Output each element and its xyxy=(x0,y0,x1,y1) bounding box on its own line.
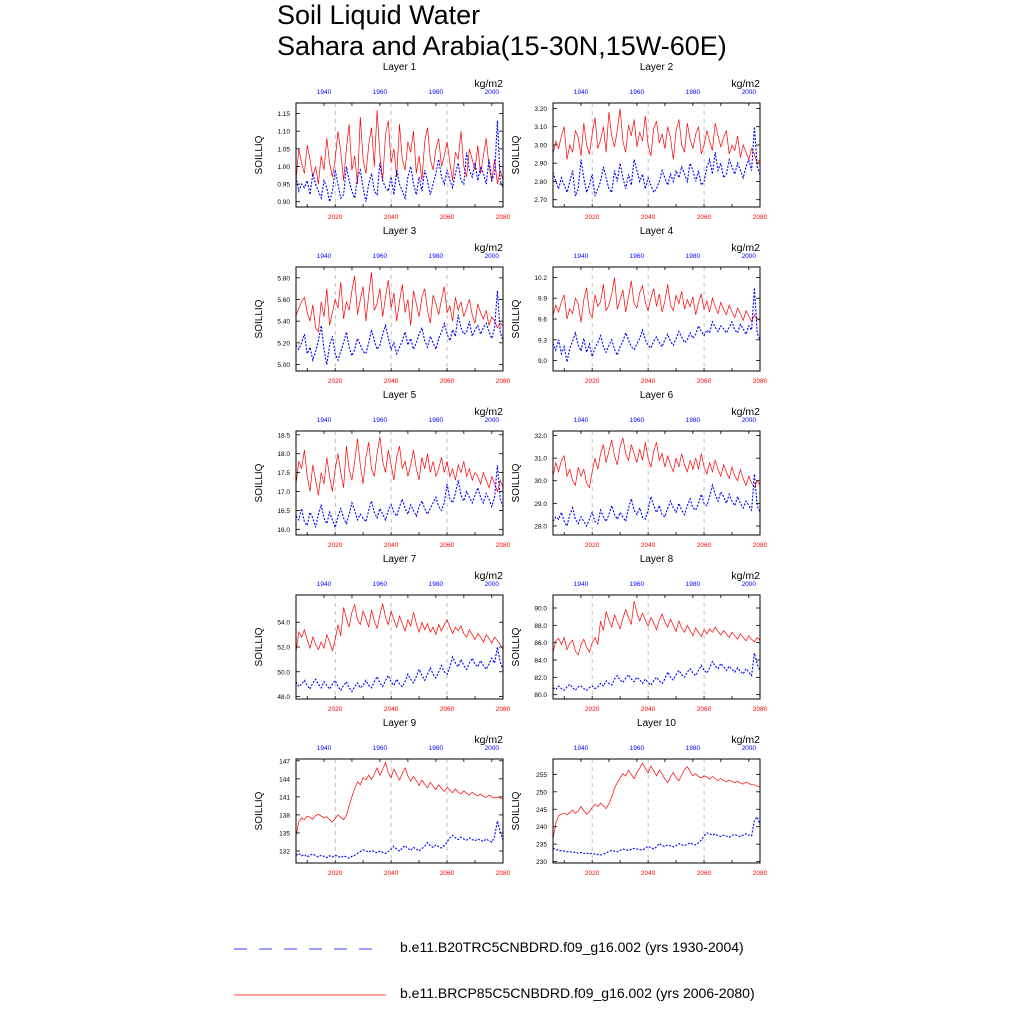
chart-panel-layer-4 xyxy=(511,226,768,385)
panel-title: Layer 1 xyxy=(382,62,417,73)
y-tick-label: 9.9 xyxy=(537,295,547,303)
panel-title: Layer 3 xyxy=(382,226,417,237)
x-tick-label-bottom: 2060 xyxy=(439,378,455,385)
panel-title: Layer 9 xyxy=(382,718,417,729)
y-tick-label: 9.0 xyxy=(537,358,547,366)
panel-title: Layer 6 xyxy=(639,390,674,401)
chart-panel-layer-7 xyxy=(254,554,511,713)
x-tick-label-top: 2000 xyxy=(741,253,757,260)
x-tick-label-top: 1960 xyxy=(372,581,388,588)
x-tick-label-top: 1960 xyxy=(629,745,645,752)
x-tick-label-bottom: 2040 xyxy=(640,870,656,877)
y-tick-label: 29.0 xyxy=(534,500,547,508)
y-tick-label: 16.0 xyxy=(277,526,290,534)
chart-panel-layer-1 xyxy=(254,62,511,221)
x-tick-label-bottom: 2080 xyxy=(495,214,511,221)
y-tick-label: 3.10 xyxy=(534,124,547,132)
y-tick-label: 138 xyxy=(279,812,290,820)
y-tick-label: 0.95 xyxy=(277,181,290,189)
y-tick-label: 90.0 xyxy=(534,605,547,613)
plot-frame xyxy=(553,267,760,371)
x-tick-label-top: 1960 xyxy=(372,89,388,96)
y-tick-label: 230 xyxy=(536,859,547,867)
legend-line-dashed-blue xyxy=(234,939,394,959)
series-line-historical xyxy=(553,127,760,196)
x-tick-label-top: 1980 xyxy=(685,745,701,752)
x-tick-label-bottom: 2020 xyxy=(584,706,600,713)
x-tick-label-top: 2000 xyxy=(741,581,757,588)
y-tick-label: 141 xyxy=(279,794,290,802)
y-axis-label: SOILLIQ xyxy=(254,791,265,831)
y-tick-label: 235 xyxy=(536,841,547,849)
x-tick-label-bottom: 2020 xyxy=(327,378,343,385)
x-tick-label-top: 1960 xyxy=(629,253,645,260)
x-tick-label-bottom: 2060 xyxy=(439,542,455,549)
x-tick-label-bottom: 2060 xyxy=(696,378,712,385)
panel-title: Layer 7 xyxy=(382,554,417,565)
chart-panel-layer-8 xyxy=(511,554,768,713)
x-tick-label-top: 1940 xyxy=(316,417,332,424)
series-line-historical xyxy=(296,465,503,527)
x-tick-label-bottom: 2040 xyxy=(383,542,399,549)
panel-title: Layer 4 xyxy=(639,226,674,237)
chart-panel-layer-6 xyxy=(511,390,768,549)
x-tick-label-top: 1940 xyxy=(573,253,589,260)
units-label: kg/m2 xyxy=(731,406,760,418)
series-line-future xyxy=(553,277,760,322)
series-line-historical xyxy=(296,647,503,692)
x-tick-label-top: 1940 xyxy=(316,89,332,96)
x-tick-label-bottom: 2080 xyxy=(752,378,768,385)
series-line-future xyxy=(553,601,760,655)
y-tick-label: 3.00 xyxy=(534,142,547,150)
y-axis-label: SOILLIQ xyxy=(511,135,522,175)
y-tick-label: 9.6 xyxy=(537,316,547,324)
y-tick-label: 1.05 xyxy=(277,146,290,154)
y-tick-label: 132 xyxy=(279,848,290,856)
plot-frame xyxy=(296,267,503,371)
y-tick-label: 1.00 xyxy=(277,163,290,171)
x-tick-label-bottom: 2060 xyxy=(696,706,712,713)
x-tick-label-top: 1960 xyxy=(629,417,645,424)
x-tick-label-bottom: 2040 xyxy=(383,870,399,877)
y-tick-label: 147 xyxy=(279,758,290,766)
y-tick-label: 10.2 xyxy=(534,274,547,282)
x-tick-label-top: 1980 xyxy=(685,253,701,260)
x-tick-label-top: 1940 xyxy=(573,581,589,588)
y-tick-label: 18.0 xyxy=(277,451,290,459)
x-tick-label-top: 1960 xyxy=(372,417,388,424)
x-tick-label-bottom: 2020 xyxy=(327,706,343,713)
x-tick-label-top: 1960 xyxy=(372,745,388,752)
legend-label-future: b.e11.BRCP85C5CNBDRD.f09_g16.002 (yrs 2006-2080) xyxy=(400,985,755,1001)
y-tick-label: 17.5 xyxy=(277,470,290,478)
y-tick-label: 32.0 xyxy=(534,433,547,441)
title-line-2: Sahara and Arabia(15-30N,15W-60E) xyxy=(277,31,727,61)
legend-item-historical xyxy=(234,939,814,959)
y-tick-label: 5.20 xyxy=(277,340,290,348)
y-tick-label: 2.70 xyxy=(534,197,547,205)
x-tick-label-top: 1940 xyxy=(573,745,589,752)
x-tick-label-bottom: 2040 xyxy=(640,378,656,385)
units-label: kg/m2 xyxy=(474,78,503,90)
units-label: kg/m2 xyxy=(731,242,760,254)
y-tick-label: 86.0 xyxy=(534,640,547,648)
y-tick-label: 5.00 xyxy=(277,362,290,369)
x-tick-label-bottom: 2060 xyxy=(439,870,455,877)
x-tick-label-top: 2000 xyxy=(741,89,757,96)
x-tick-label-bottom: 2040 xyxy=(640,706,656,713)
x-tick-label-bottom: 2060 xyxy=(439,214,455,221)
x-tick-label-top: 1980 xyxy=(428,253,444,260)
y-axis-label: SOILLIQ xyxy=(511,627,522,667)
y-tick-label: 245 xyxy=(536,806,547,814)
x-tick-label-top: 1980 xyxy=(428,417,444,424)
x-tick-label-bottom: 2080 xyxy=(495,870,511,877)
chart-panel-layer-10 xyxy=(511,718,768,877)
y-tick-label: 1.10 xyxy=(277,128,290,136)
y-tick-label: 255 xyxy=(536,771,547,779)
x-tick-label-top: 1980 xyxy=(428,89,444,96)
x-tick-label-top: 1960 xyxy=(629,581,645,588)
y-tick-label: 1.15 xyxy=(277,111,290,119)
y-tick-label: 54.0 xyxy=(277,619,290,627)
x-tick-label-top: 1960 xyxy=(372,253,388,260)
units-label: kg/m2 xyxy=(474,570,503,582)
y-axis-label: SOILLIQ xyxy=(511,791,522,831)
x-tick-label-bottom: 2040 xyxy=(383,214,399,221)
y-tick-label: 80.0 xyxy=(534,692,547,700)
x-tick-label-top: 1940 xyxy=(316,253,332,260)
units-label: kg/m2 xyxy=(474,734,503,746)
plot-frame xyxy=(296,103,503,207)
x-tick-label-bottom: 2020 xyxy=(584,542,600,549)
x-tick-label-top: 2000 xyxy=(484,417,500,424)
y-axis-label: SOILLIQ xyxy=(254,135,265,175)
x-tick-label-bottom: 2040 xyxy=(383,378,399,385)
series-line-future xyxy=(296,272,503,332)
legend-line-solid-red xyxy=(234,985,394,1005)
x-tick-label-top: 2000 xyxy=(484,253,500,260)
panel-title: Layer 2 xyxy=(639,62,674,73)
x-tick-label-top: 1940 xyxy=(573,89,589,96)
x-tick-label-bottom: 2020 xyxy=(584,214,600,221)
x-tick-label-bottom: 2040 xyxy=(640,542,656,549)
x-tick-label-bottom: 2020 xyxy=(327,542,343,549)
plot-frame xyxy=(553,595,760,699)
y-tick-label: 84.0 xyxy=(534,657,547,665)
series-line-historical xyxy=(553,653,760,690)
y-tick-label: 18.5 xyxy=(277,432,290,440)
x-tick-label-top: 2000 xyxy=(484,745,500,752)
y-tick-label: 144 xyxy=(279,776,290,784)
series-line-future xyxy=(296,763,503,836)
x-tick-label-bottom: 2040 xyxy=(640,214,656,221)
y-axis-label: SOILLIQ xyxy=(254,299,265,339)
y-tick-label: 30.0 xyxy=(534,478,547,486)
y-tick-label: 240 xyxy=(536,824,547,832)
y-tick-label: 88.0 xyxy=(534,622,547,630)
x-tick-label-bottom: 2060 xyxy=(696,870,712,877)
series-line-historical xyxy=(296,121,503,202)
x-tick-label-bottom: 2040 xyxy=(383,706,399,713)
x-tick-label-bottom: 2020 xyxy=(327,870,343,877)
series-line-future xyxy=(296,110,503,184)
series-line-future xyxy=(553,438,760,488)
y-axis-label: SOILLIQ xyxy=(511,299,522,339)
x-tick-label-bottom: 2080 xyxy=(495,542,511,549)
chart-panel-layer-2 xyxy=(511,62,768,221)
panel-title: Layer 10 xyxy=(637,718,676,729)
series-line-historical xyxy=(296,821,503,858)
y-tick-label: 135 xyxy=(279,830,290,838)
x-tick-label-top: 1980 xyxy=(428,745,444,752)
y-tick-label: 17.0 xyxy=(277,489,290,497)
series-line-future xyxy=(553,109,760,164)
x-tick-label-top: 1980 xyxy=(685,581,701,588)
chart-panel-layer-5 xyxy=(254,390,511,549)
series-line-historical xyxy=(553,817,760,855)
x-tick-label-top: 1980 xyxy=(428,581,444,588)
x-tick-label-top: 1940 xyxy=(316,745,332,752)
y-tick-label: 2.80 xyxy=(534,178,547,186)
plot-frame xyxy=(296,759,503,863)
units-label: kg/m2 xyxy=(731,78,760,90)
x-tick-label-top: 2000 xyxy=(741,417,757,424)
series-line-future xyxy=(296,437,503,496)
plot-frame xyxy=(553,431,760,535)
x-tick-label-top: 1960 xyxy=(629,89,645,96)
y-axis-label: SOILLIQ xyxy=(254,463,265,503)
plot-frame xyxy=(553,103,760,207)
y-tick-label: 82.0 xyxy=(534,674,547,682)
x-tick-label-bottom: 2080 xyxy=(752,706,768,713)
x-tick-label-bottom: 2080 xyxy=(495,706,511,713)
y-tick-label: 2.90 xyxy=(534,160,547,168)
y-axis-label: SOILLIQ xyxy=(254,627,265,667)
y-tick-label: 52.0 xyxy=(277,644,290,652)
chart-panel-layer-9 xyxy=(254,718,511,877)
x-tick-label-bottom: 2080 xyxy=(752,870,768,877)
y-tick-label: 0.90 xyxy=(277,199,290,207)
y-tick-label: 31.0 xyxy=(534,455,547,463)
title-line-1: Soil Liquid Water xyxy=(277,0,481,30)
y-tick-label: 28.0 xyxy=(534,523,547,531)
legend-label-historical: b.e11.B20TRC5CNBDRD.f09_g16.002 (yrs 1930-2004) xyxy=(400,939,744,955)
y-tick-label: 16.5 xyxy=(277,507,290,515)
x-tick-label-bottom: 2060 xyxy=(696,542,712,549)
series-line-future xyxy=(553,763,760,839)
y-axis-label: SOILLIQ xyxy=(511,463,522,503)
y-tick-label: 5.80 xyxy=(277,275,290,283)
panel-title: Layer 8 xyxy=(639,554,674,565)
series-line-future xyxy=(296,604,503,652)
units-label: kg/m2 xyxy=(474,242,503,254)
x-tick-label-bottom: 2080 xyxy=(495,378,511,385)
units-label: kg/m2 xyxy=(731,570,760,582)
y-tick-label: 250 xyxy=(536,789,547,797)
series-line-historical xyxy=(553,474,760,526)
x-tick-label-top: 1980 xyxy=(685,89,701,96)
x-tick-label-bottom: 2020 xyxy=(584,870,600,877)
x-tick-label-top: 2000 xyxy=(484,89,500,96)
y-tick-label: 50.0 xyxy=(277,669,290,677)
y-tick-label: 9.3 xyxy=(537,337,547,345)
units-label: kg/m2 xyxy=(731,734,760,746)
units-label: kg/m2 xyxy=(474,406,503,418)
x-tick-label-bottom: 2020 xyxy=(584,378,600,385)
x-tick-label-bottom: 2080 xyxy=(752,542,768,549)
legend-item-future xyxy=(234,985,814,1005)
y-tick-label: 5.60 xyxy=(277,297,290,304)
x-tick-label-bottom: 2020 xyxy=(327,214,343,221)
x-tick-label-bottom: 2080 xyxy=(752,214,768,221)
chart-panel-layer-3 xyxy=(254,226,511,385)
y-tick-label: 5.40 xyxy=(277,318,290,326)
x-tick-label-top: 1940 xyxy=(573,417,589,424)
x-tick-label-bottom: 2060 xyxy=(696,214,712,221)
x-tick-label-bottom: 2060 xyxy=(439,706,455,713)
panel-title: Layer 5 xyxy=(382,390,417,401)
x-tick-label-top: 1980 xyxy=(685,417,701,424)
x-tick-label-top: 1940 xyxy=(316,581,332,588)
x-tick-label-top: 2000 xyxy=(484,581,500,588)
y-tick-label: 48.0 xyxy=(277,694,290,702)
y-tick-label: 3.20 xyxy=(534,105,547,113)
x-tick-label-top: 2000 xyxy=(741,745,757,752)
